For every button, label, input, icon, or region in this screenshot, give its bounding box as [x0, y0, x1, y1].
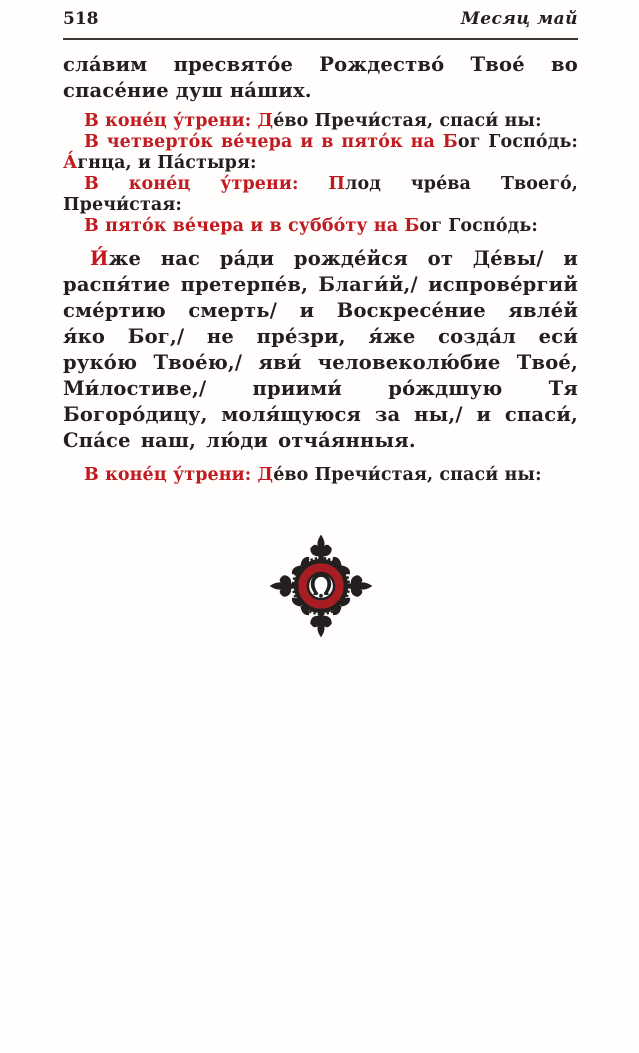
rubric-red-initial: А́ [63, 153, 78, 173]
continuation-paragraph [63, 52, 578, 104]
rubric-line-4 [63, 216, 578, 237]
rubric-black-segment: е́во Пречи́стая, спаси́ ны: [273, 111, 542, 131]
rubric-black-segment: ог Госпо́дь: [457, 132, 578, 152]
header-rule [63, 38, 578, 40]
rubric-black-segment: гнца, и Па́стыря: [77, 153, 257, 173]
rubric-block [63, 111, 578, 237]
rubric-line-3 [63, 174, 578, 216]
closing-rubric [63, 465, 578, 486]
troparion-paragraph [63, 246, 578, 454]
rubric-line-1 [63, 111, 578, 132]
rubric-black-segment: ог Госпо́дь: [419, 216, 538, 236]
rubric-black-segment: е́во Пречи́стая, спаси́ ны: [273, 465, 542, 485]
rubric-red-segment: В коне́ц у́трени: Д [84, 111, 274, 131]
rubric-red-segment: В пято́к ве́чера и в суббо́ту на Б [84, 216, 420, 236]
page-header [63, 9, 578, 29]
running-title: Месяц май [460, 9, 578, 29]
rubric-line-2 [63, 132, 578, 174]
rubric-red-segment: В четверто́к ве́чера и в пято́к на Б [84, 132, 458, 152]
text-column [63, 52, 578, 644]
troparion-red-initial: И́ [90, 247, 109, 270]
cross-medallion-ornament-icon [265, 528, 377, 644]
continuation-text: сла́вим пресвято́е Рождество́ Твое́ во спасе́ние душ на́ших. [63, 53, 578, 102]
troparion-text: же нас ра́ди рожде́йся от Де́вы/ и распя́тие претерпе́в, Благи́й,/ испрове́ргий сме́ртию смерть/ и Воскресе́ние явле́й я́ко Бог,/ не пре́зри, я́же созда́л еси́ руко́ю Твое́ю,/ яви́ человеколю́бие Твое́, Ми́лостиве,/ приими́ ро́ждшую Тя Богоро́дицу, моля́щуюся за ны,/ и спаси́, Спа́се наш, лю́ди отча́янныя. [63, 247, 578, 452]
rubric-red-segment: В коне́ц у́трени: Д [84, 465, 274, 485]
rubric-black-segment: лод чре́ва Твоего́, Пречи́стая: [63, 174, 578, 215]
ornament-container [63, 528, 578, 644]
rubric-red-segment: В коне́ц у́трени: П [84, 174, 346, 194]
page-number: 518 [63, 9, 99, 29]
